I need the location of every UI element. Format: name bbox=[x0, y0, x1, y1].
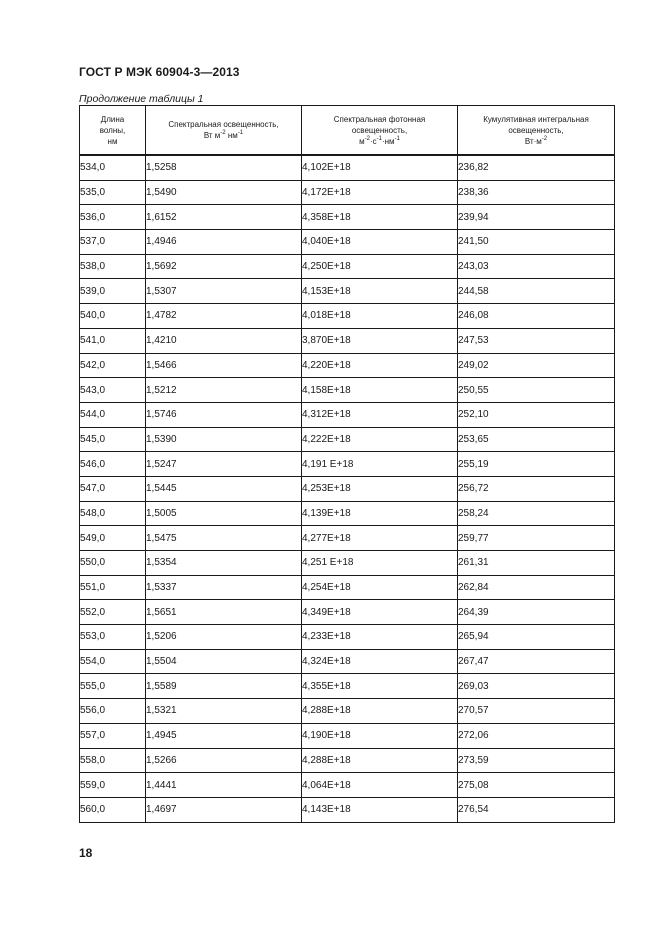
cell-cumulative-irradiance: 269,03 bbox=[458, 674, 615, 699]
cell-wavelength: 541,0 bbox=[80, 328, 146, 353]
spectral-data-table bbox=[79, 105, 615, 823]
cell-spectral-irradiance: 1,5466 bbox=[146, 353, 302, 378]
table-row bbox=[80, 254, 615, 279]
cell-spectral-irradiance: 1,4945 bbox=[146, 723, 302, 748]
cell-cumulative-irradiance: 241,50 bbox=[458, 230, 615, 255]
cell-spectral-irradiance: 1,5651 bbox=[146, 600, 302, 625]
header-spectral-irradiance: Спектральная освещенность, Вт $м^{-2}$ $нм^{-1}$ bbox=[146, 106, 302, 156]
table-row bbox=[80, 551, 615, 576]
table-caption: Продолжение таблицы 1 bbox=[79, 93, 204, 105]
cell-spectral-irradiance: 1,6152 bbox=[146, 205, 302, 230]
cell-cumulative-irradiance: 259,77 bbox=[458, 526, 615, 551]
cell-cumulative-irradiance: 236,82 bbox=[458, 155, 615, 180]
cell-wavelength: 553,0 bbox=[80, 625, 146, 650]
table-row bbox=[80, 625, 615, 650]
cell-cumulative-irradiance: 250,55 bbox=[458, 378, 615, 403]
cell-photon-irradiance: 4,254E+18 bbox=[302, 575, 458, 600]
table-row bbox=[80, 427, 615, 452]
cell-cumulative-irradiance: 267,47 bbox=[458, 649, 615, 674]
cell-spectral-irradiance: 1,4946 bbox=[146, 230, 302, 255]
cell-photon-irradiance: 4,233E+18 bbox=[302, 625, 458, 650]
table-row bbox=[80, 674, 615, 699]
cell-wavelength: 555,0 bbox=[80, 674, 146, 699]
header-photon-irradiance: Спектральная фотонная освещенность, $м^{-2}\cdot с^{-1}\cdot нм^{-1}$ bbox=[302, 106, 458, 156]
cell-photon-irradiance: 4,358E+18 bbox=[302, 205, 458, 230]
cell-photon-irradiance: 4,191 E+18 bbox=[302, 452, 458, 477]
header-wavelength: Длина волны, нм bbox=[80, 106, 146, 156]
cell-photon-irradiance: 4,324E+18 bbox=[302, 649, 458, 674]
table-header-row bbox=[80, 106, 615, 156]
table-body bbox=[80, 155, 615, 822]
cell-photon-irradiance: 4,288E+18 bbox=[302, 699, 458, 724]
table-row bbox=[80, 279, 615, 304]
table-row bbox=[80, 304, 615, 329]
cell-spectral-irradiance: 1,5390 bbox=[146, 427, 302, 452]
cell-wavelength: 545,0 bbox=[80, 427, 146, 452]
cell-photon-irradiance: 4,158E+18 bbox=[302, 378, 458, 403]
cell-wavelength: 534,0 bbox=[80, 155, 146, 180]
header-cumulative-irradiance: Кумулятивная интегральная освещенность, $Вт\cdot м^{-2}$ bbox=[458, 106, 615, 156]
cell-wavelength: 557,0 bbox=[80, 723, 146, 748]
table-row bbox=[80, 649, 615, 674]
cell-photon-irradiance: 4,312E+18 bbox=[302, 402, 458, 427]
cell-photon-irradiance: 4,139E+18 bbox=[302, 501, 458, 526]
cell-photon-irradiance: 4,143E+18 bbox=[302, 797, 458, 822]
table-row bbox=[80, 575, 615, 600]
table-row bbox=[80, 748, 615, 773]
cell-wavelength: 546,0 bbox=[80, 452, 146, 477]
cell-photon-irradiance: 4,102E+18 bbox=[302, 155, 458, 180]
cell-cumulative-irradiance: 276,54 bbox=[458, 797, 615, 822]
cell-cumulative-irradiance: 249,02 bbox=[458, 353, 615, 378]
cell-wavelength: 537,0 bbox=[80, 230, 146, 255]
cell-cumulative-irradiance: 261,31 bbox=[458, 551, 615, 576]
cell-cumulative-irradiance: 243,03 bbox=[458, 254, 615, 279]
cell-wavelength: 535,0 bbox=[80, 180, 146, 205]
cell-spectral-irradiance: 1,5258 bbox=[146, 155, 302, 180]
cell-spectral-irradiance: 1,4441 bbox=[146, 773, 302, 798]
cell-wavelength: 550,0 bbox=[80, 551, 146, 576]
cell-photon-irradiance: 4,153E+18 bbox=[302, 279, 458, 304]
cell-photon-irradiance: 3,870E+18 bbox=[302, 328, 458, 353]
cell-spectral-irradiance: 1,5247 bbox=[146, 452, 302, 477]
cell-cumulative-irradiance: 265,94 bbox=[458, 625, 615, 650]
cell-wavelength: 554,0 bbox=[80, 649, 146, 674]
table-row bbox=[80, 501, 615, 526]
cell-cumulative-irradiance: 253,65 bbox=[458, 427, 615, 452]
cell-wavelength: 538,0 bbox=[80, 254, 146, 279]
cell-spectral-irradiance: 1,5321 bbox=[146, 699, 302, 724]
table-row bbox=[80, 600, 615, 625]
cell-wavelength: 540,0 bbox=[80, 304, 146, 329]
table-row bbox=[80, 773, 615, 798]
cell-photon-irradiance: 4,349E+18 bbox=[302, 600, 458, 625]
cell-spectral-irradiance: 1,5504 bbox=[146, 649, 302, 674]
cell-wavelength: 556,0 bbox=[80, 699, 146, 724]
table-row bbox=[80, 797, 615, 822]
table-row bbox=[80, 402, 615, 427]
cell-cumulative-irradiance: 256,72 bbox=[458, 476, 615, 501]
table-row bbox=[80, 699, 615, 724]
cell-wavelength: 560,0 bbox=[80, 797, 146, 822]
cell-spectral-irradiance: 1,5589 bbox=[146, 674, 302, 699]
table-row bbox=[80, 328, 615, 353]
cell-wavelength: 543,0 bbox=[80, 378, 146, 403]
cell-spectral-irradiance: 1,5307 bbox=[146, 279, 302, 304]
cell-cumulative-irradiance: 273,59 bbox=[458, 748, 615, 773]
cell-wavelength: 536,0 bbox=[80, 205, 146, 230]
cell-wavelength: 559,0 bbox=[80, 773, 146, 798]
cell-spectral-irradiance: 1,5266 bbox=[146, 748, 302, 773]
cell-spectral-irradiance: 1,5337 bbox=[146, 575, 302, 600]
cell-wavelength: 547,0 bbox=[80, 476, 146, 501]
cell-wavelength: 549,0 bbox=[80, 526, 146, 551]
table-row bbox=[80, 180, 615, 205]
table-row bbox=[80, 526, 615, 551]
cell-wavelength: 542,0 bbox=[80, 353, 146, 378]
cell-cumulative-irradiance: 270,57 bbox=[458, 699, 615, 724]
table-row bbox=[80, 230, 615, 255]
cell-spectral-irradiance: 1,5746 bbox=[146, 402, 302, 427]
cell-wavelength: 548,0 bbox=[80, 501, 146, 526]
cell-photon-irradiance: 4,190E+18 bbox=[302, 723, 458, 748]
table-row bbox=[80, 378, 615, 403]
cell-photon-irradiance: 4,064E+18 bbox=[302, 773, 458, 798]
cell-photon-irradiance: 4,018E+18 bbox=[302, 304, 458, 329]
cell-cumulative-irradiance: 238,36 bbox=[458, 180, 615, 205]
table-row bbox=[80, 476, 615, 501]
table-row bbox=[80, 723, 615, 748]
cell-cumulative-irradiance: 247,53 bbox=[458, 328, 615, 353]
cell-photon-irradiance: 4,220E+18 bbox=[302, 353, 458, 378]
cell-cumulative-irradiance: 246,08 bbox=[458, 304, 615, 329]
cell-spectral-irradiance: 1,5212 bbox=[146, 378, 302, 403]
cell-photon-irradiance: 4,040E+18 bbox=[302, 230, 458, 255]
cell-spectral-irradiance: 1,5445 bbox=[146, 476, 302, 501]
cell-cumulative-irradiance: 262,84 bbox=[458, 575, 615, 600]
cell-photon-irradiance: 4,277E+18 bbox=[302, 526, 458, 551]
cell-spectral-irradiance: 1,5475 bbox=[146, 526, 302, 551]
cell-photon-irradiance: 4,222E+18 bbox=[302, 427, 458, 452]
cell-wavelength: 552,0 bbox=[80, 600, 146, 625]
cell-wavelength: 544,0 bbox=[80, 402, 146, 427]
cell-cumulative-irradiance: 239,94 bbox=[458, 205, 615, 230]
cell-wavelength: 551,0 bbox=[80, 575, 146, 600]
cell-spectral-irradiance: 1,5005 bbox=[146, 501, 302, 526]
cell-photon-irradiance: 4,251 E+18 bbox=[302, 551, 458, 576]
cell-cumulative-irradiance: 244,58 bbox=[458, 279, 615, 304]
cell-spectral-irradiance: 1,5354 bbox=[146, 551, 302, 576]
cell-cumulative-irradiance: 275,08 bbox=[458, 773, 615, 798]
page-number: 18 bbox=[79, 846, 93, 860]
cell-photon-irradiance: 4,355E+18 bbox=[302, 674, 458, 699]
cell-spectral-irradiance: 1,4782 bbox=[146, 304, 302, 329]
table-row bbox=[80, 452, 615, 477]
cell-spectral-irradiance: 1,4697 bbox=[146, 797, 302, 822]
cell-spectral-irradiance: 1,5490 bbox=[146, 180, 302, 205]
cell-cumulative-irradiance: 255,19 bbox=[458, 452, 615, 477]
cell-spectral-irradiance: 1,5206 bbox=[146, 625, 302, 650]
table-row bbox=[80, 155, 615, 180]
cell-wavelength: 558,0 bbox=[80, 748, 146, 773]
cell-cumulative-irradiance: 252,10 bbox=[458, 402, 615, 427]
cell-cumulative-irradiance: 258,24 bbox=[458, 501, 615, 526]
cell-cumulative-irradiance: 272,06 bbox=[458, 723, 615, 748]
cell-spectral-irradiance: 1,4210 bbox=[146, 328, 302, 353]
document-title: ГОСТ Р МЭК 60904-3—2013 bbox=[79, 65, 240, 79]
cell-wavelength: 539,0 bbox=[80, 279, 146, 304]
cell-cumulative-irradiance: 264,39 bbox=[458, 600, 615, 625]
table-row bbox=[80, 205, 615, 230]
cell-photon-irradiance: 4,172E+18 bbox=[302, 180, 458, 205]
cell-photon-irradiance: 4,288E+18 bbox=[302, 748, 458, 773]
table-row bbox=[80, 353, 615, 378]
cell-photon-irradiance: 4,253E+18 bbox=[302, 476, 458, 501]
cell-photon-irradiance: 4,250E+18 bbox=[302, 254, 458, 279]
cell-spectral-irradiance: 1,5692 bbox=[146, 254, 302, 279]
